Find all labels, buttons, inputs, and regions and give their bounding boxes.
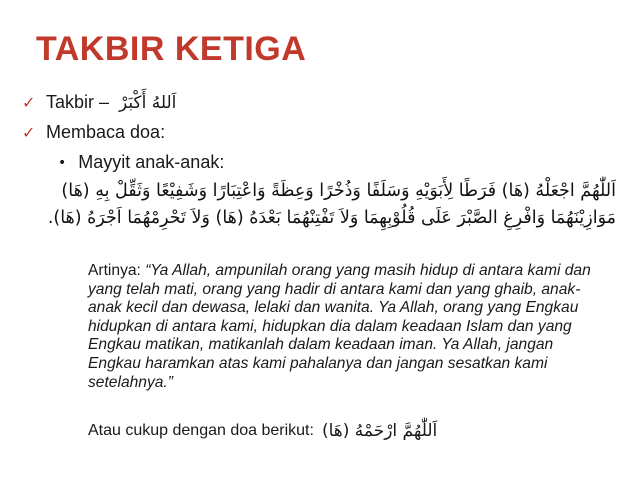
artinya-label: Artinya:: [88, 262, 141, 279]
bullet-label: Membaca doa:: [46, 122, 166, 142]
bullet-takbir: [22, 92, 176, 113]
slide-title: TAKBIR KETIGA: [36, 30, 307, 68]
atau-label: Atau cukup dengan doa berikut:: [88, 422, 314, 439]
atau-paragraph: [88, 421, 437, 441]
bullet-label: Takbir –: [46, 92, 110, 112]
artinya-text: “Ya Allah, ampunilah orang yang masih hidup di antara kami dan yang telah mati, orang yang hadir di antara kami dan yang ghaib, anak-anak kecil dan dewasa, lelaki dan wanita. Ya Allah, orang yang Engkau hidupkan di antara kami, hidupkan dia dalam keadaan Islam dan yang Engkau matikan, matikanlah dalam keadaan iman. Ya Allah, jangan Engkau haramkan atas kami pahalanya dan jangan sesatkan kami setelahnya.”: [88, 262, 591, 391]
sub-bullet-label: Mayyit anak-anak:: [78, 152, 225, 172]
sub-bullet-mayyit: [58, 152, 224, 173]
check-icon: ✓: [22, 93, 36, 112]
bullet-dot-icon: •: [58, 154, 67, 171]
takbir-arabic-text: اَللهُ أَكْبَرْ: [119, 92, 177, 113]
artinya-paragraph: [88, 262, 600, 392]
bullet-membaca-doa: [22, 122, 165, 143]
check-icon: ✓: [22, 123, 36, 142]
doa-arabic-text: اَللّٰهُمَّ اجْعَلْهُ (هَا) فَرَطًا لِأَبَوَيْهِ وَسَلَفًا وَذُخْرًا وَعِظَةً وَاعْتِبَارًا وَشَفِيْعًا وَثَقِّلْ بِهِ (هَا) مَوَازِيْنَهُمَا وَافْرِغِ الصَّبْرَ عَلَى قُلُوْبِهِمَا وَلاَ تَفْتِنْهُمَا بَعْدَهُ (هَا) وَلاَ تَحْرِمْهُمَا اَجْرَهُ (هَا).: [47, 181, 616, 228]
atau-arabic-text: اَللّٰهُمَّ ارْحَمْهُ (هَا): [321, 421, 438, 441]
